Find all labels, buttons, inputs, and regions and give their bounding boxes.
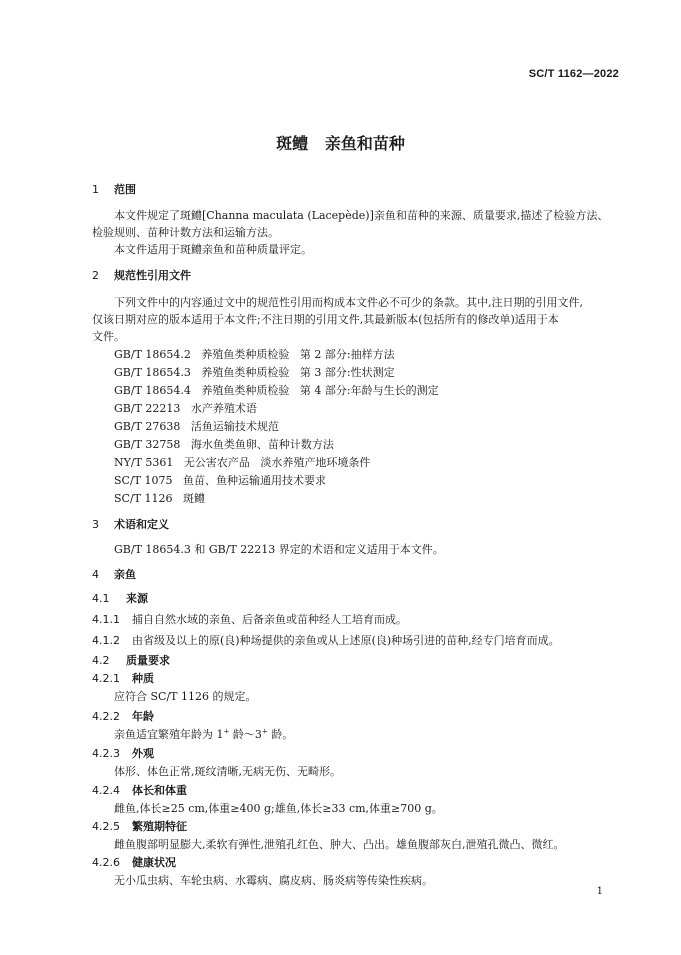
clause-4-2-4-text: 雌鱼,体长≥25 cm,体重≥400 g;雄鱼,体长≥33 cm,体重≥700 g。	[114, 802, 443, 815]
clause-4-2-5-text: 雌鱼腹部明显膨大,柔软有弹性,泄殖孔红色、肿大、凸出。雄鱼腹部灰白,泄殖孔微凸、微红。	[114, 838, 565, 851]
section-number: 2	[92, 269, 99, 282]
age-text-part: 亲鱼适宜繁殖年龄为 1	[114, 728, 224, 741]
section-title: 亲鱼	[114, 568, 136, 581]
clause-number: 4.1.1	[92, 613, 120, 626]
clause-number: 4.2.3	[92, 747, 120, 760]
clause-text: 由省级及以上的原(良)种场提供的亲鱼或从上述原(良)种场引进的苗种,经专门培育而成。	[132, 634, 560, 647]
section-number: 1	[92, 183, 99, 196]
page-number: 1	[596, 886, 603, 897]
subsection-title: 质量要求	[126, 654, 170, 667]
section-title: 规范性引用文件	[114, 269, 191, 282]
clause-title: 健康状况	[132, 856, 176, 869]
scope-paragraph-2: 本文件适用于斑鳢亲鱼和苗种质量评定。	[114, 243, 312, 256]
section-number: 3	[92, 518, 99, 531]
reference-item: GB/T 18654.2 养殖鱼类种质检验 第 2 部分:抽样方法	[114, 348, 395, 361]
clause-4-1-1	[92, 611, 407, 627]
clause-4-2-2-text	[114, 726, 293, 742]
subsection-4-1-heading	[92, 590, 148, 606]
clause-4-2-4-heading	[92, 782, 187, 798]
clause-4-2-3-heading	[92, 745, 154, 761]
clause-4-2-2-heading	[92, 708, 154, 724]
clause-4-2-1-text: 应符合 SC/T 1126 的规定。	[114, 690, 257, 703]
standard-code: SC/T 1162—2022	[528, 68, 619, 80]
clause-number: 4.2.4	[92, 784, 120, 797]
reference-item: SC/T 1126 斑鳢	[114, 492, 205, 505]
age-superscript: +	[261, 727, 268, 736]
section-1-heading	[92, 181, 136, 197]
terms-paragraph: GB/T 18654.3 和 GB/T 22213 界定的术语和定义适用于本文件。	[114, 543, 444, 556]
section-title: 范围	[114, 183, 136, 196]
reference-item: GB/T 22213 水产养殖术语	[114, 402, 257, 415]
clause-4-2-5-heading	[92, 818, 187, 834]
clause-4-1-2	[92, 632, 560, 648]
subsection-number: 4.2	[92, 654, 110, 667]
reference-item: SC/T 1075 鱼苗、鱼种运输通用技术要求	[114, 474, 326, 487]
clause-title: 繁殖期特征	[132, 820, 187, 833]
clause-title: 体长和体重	[132, 784, 187, 797]
subsection-4-2-heading	[92, 652, 170, 668]
reference-item: GB/T 18654.3 养殖鱼类种质检验 第 3 部分:性状测定	[114, 366, 395, 379]
age-text-part: 龄。	[267, 728, 294, 741]
section-number: 4	[92, 568, 99, 581]
clause-title: 年龄	[132, 710, 154, 723]
reference-item: NY/T 5361 无公害农产品 淡水养殖产地环境条件	[114, 456, 371, 469]
clause-number: 4.2.5	[92, 820, 120, 833]
clause-title: 种质	[132, 672, 154, 685]
section-title: 术语和定义	[114, 518, 169, 531]
section-3-heading	[92, 516, 169, 532]
clause-number: 4.1.2	[92, 634, 120, 647]
scope-paragraph-line-1: 本文件规定了斑鳢[Channa maculata (Lacepède)]亲鱼和苗种的来源、质量要求,描述了检验方法、	[114, 209, 609, 222]
age-superscript: +	[223, 727, 230, 736]
section-4-heading	[92, 566, 136, 582]
age-text-part: 龄～3	[229, 728, 262, 741]
scope-paragraph-line-2: 检验规则、苗种计数方法和运输方法。	[92, 226, 279, 239]
clause-number: 4.2.2	[92, 710, 120, 723]
references-intro-line-3: 文件。	[92, 330, 125, 343]
document-title: 斑鳢 亲鱼和苗种	[276, 134, 405, 153]
clause-number: 4.2.1	[92, 672, 120, 685]
reference-item: GB/T 27638 活鱼运输技术规范	[114, 420, 279, 433]
clause-text: 捕自自然水域的亲鱼、后备亲鱼或苗种经人工培育而成。	[132, 613, 407, 626]
clause-4-2-6-heading	[92, 854, 176, 870]
references-intro-line-2: 仅该日期对应的版本适用于本文件;不注日期的引用文件,其最新版本(包括所有的修改单)适用于本	[92, 313, 559, 326]
references-intro-line-1: 下列文件中的内容通过文中的规范性引用而构成本文件必不可少的条款。其中,注日期的引用文件,	[114, 296, 583, 309]
subsection-title: 来源	[126, 592, 148, 605]
clause-4-2-6-text: 无小瓜虫病、车轮虫病、水霉病、腐皮病、肠炎病等传染性疾病。	[114, 874, 433, 887]
reference-item: GB/T 32758 海水鱼类鱼卵、苗种计数方法	[114, 438, 334, 451]
subsection-number: 4.1	[92, 592, 110, 605]
clause-title: 外观	[132, 747, 154, 760]
reference-item: GB/T 18654.4 养殖鱼类种质检验 第 4 部分:年龄与生长的测定	[114, 384, 439, 397]
clause-4-2-3-text: 体形、体色正常,斑纹清晰,无病无伤、无畸形。	[114, 765, 341, 778]
section-2-heading	[92, 267, 191, 283]
clause-4-2-1-heading	[92, 670, 154, 686]
clause-number: 4.2.6	[92, 856, 120, 869]
